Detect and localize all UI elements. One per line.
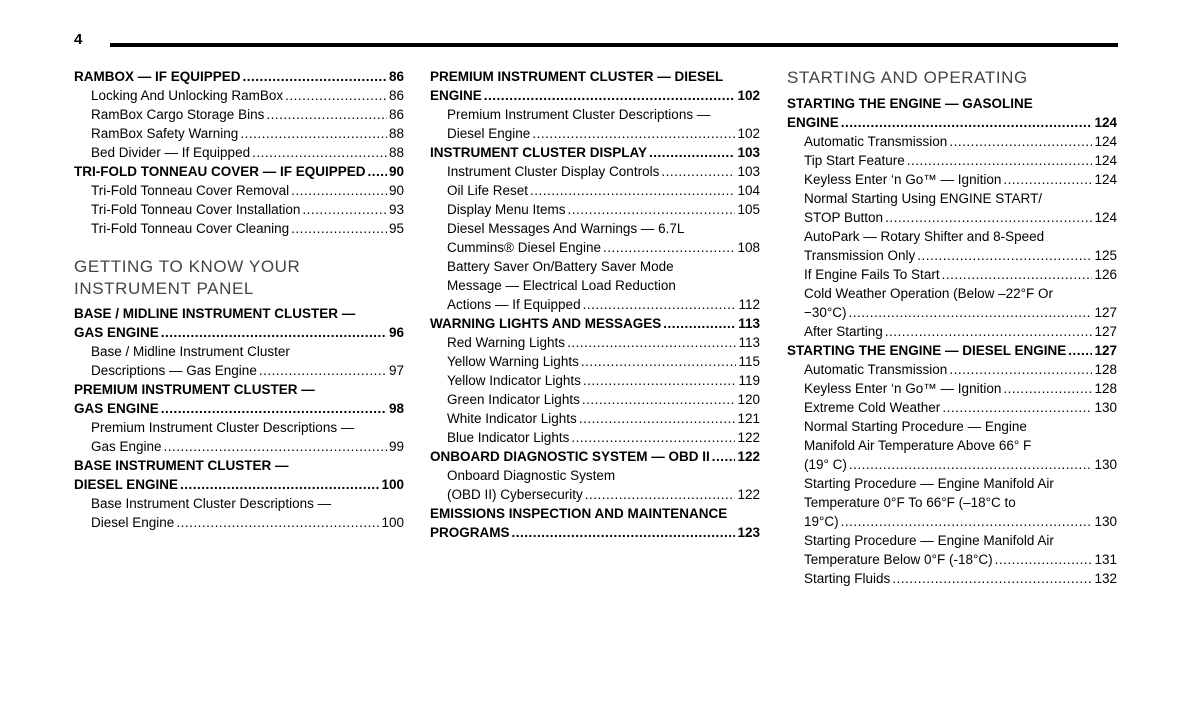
toc-entry-starting-diesel[interactable] <box>787 341 1117 360</box>
leader-dots <box>266 105 387 124</box>
entry-title: Yellow Indicator Lights <box>447 373 581 388</box>
leader-dots <box>530 181 735 200</box>
page-ref: 128 <box>1094 362 1117 377</box>
entry-title: Red Warning Lights <box>447 335 566 350</box>
entry-title: Tri-Fold Tonneau Cover Cleaning <box>91 221 290 236</box>
entry-title: Display Menu Items <box>447 202 566 217</box>
leader-dots <box>285 86 387 105</box>
toc-entry-keyless-ignition[interactable] <box>787 170 1117 189</box>
toc-entry-tip-start[interactable] <box>787 151 1117 170</box>
entry-title: Green Indicator Lights <box>447 392 580 407</box>
leader-dots <box>585 485 736 504</box>
toc-entry-obd[interactable] <box>430 447 760 466</box>
entry-title-line: Cold Weather Operation (Below –22°F Or <box>804 286 1054 301</box>
page-ref: 86 <box>388 69 404 84</box>
leader-dots <box>892 569 1092 588</box>
page-ref: 123 <box>737 525 760 540</box>
page-ref: 102 <box>737 88 760 103</box>
toc-entry-bed-divider[interactable] <box>74 143 404 162</box>
header-rule <box>110 43 1118 47</box>
page-ref: 127 <box>1094 343 1117 358</box>
leader-dots <box>885 208 1092 227</box>
entry-title-line: Premium Instrument Cluster Descriptions — <box>447 107 711 122</box>
toc-entry-cargo-bins[interactable] <box>74 105 404 124</box>
toc-entry-cluster-display[interactable] <box>430 143 760 162</box>
leader-dots <box>661 162 735 181</box>
section-heading-instrument-panel <box>74 256 404 300</box>
leader-dots <box>291 219 387 238</box>
toc-entry-emissions[interactable] <box>430 504 760 542</box>
leader-dots <box>484 86 736 105</box>
page-ref: 122 <box>737 487 760 502</box>
entry-title: (19° C) <box>804 457 847 472</box>
page-ref: 124 <box>1094 115 1117 130</box>
leader-dots <box>583 295 737 314</box>
leader-dots <box>1003 379 1092 398</box>
entry-title: INSTRUMENT CLUSTER DISPLAY <box>430 145 648 160</box>
leader-dots <box>841 113 1093 132</box>
page-ref: 121 <box>737 411 760 426</box>
page-ref: 95 <box>388 221 404 236</box>
leader-dots <box>603 238 735 257</box>
leader-dots <box>161 399 387 418</box>
page-ref: 130 <box>1094 514 1117 529</box>
page-ref: 127 <box>1094 305 1117 320</box>
leader-dots <box>302 200 387 219</box>
page-ref: 126 <box>1094 267 1117 282</box>
entry-title: WARNING LIGHTS AND MESSAGES <box>430 316 662 331</box>
toc-entry-rambox[interactable] <box>74 67 404 86</box>
entry-title: GAS ENGINE <box>74 325 159 340</box>
page-ref: 103 <box>737 145 760 160</box>
toc-entry-premium-gas[interactable] <box>74 380 404 418</box>
leader-dots <box>259 361 387 380</box>
page-ref: 93 <box>388 202 404 217</box>
entry-title: Transmission Only <box>804 248 916 263</box>
toc-entry-normal-starting[interactable] <box>787 189 1117 227</box>
entry-title: GAS ENGINE <box>74 401 159 416</box>
leader-dots <box>252 143 387 162</box>
toc-entry-starting-fluids[interactable] <box>787 569 1117 588</box>
page-ref: 98 <box>388 401 404 416</box>
leader-dots <box>583 371 737 390</box>
toc-entry-tonneau[interactable] <box>74 162 404 181</box>
entry-title-line: Message — Electrical Load Reduction <box>447 278 676 293</box>
entry-title: Extreme Cold Weather <box>804 400 941 415</box>
toc-entry-rambox-safety[interactable] <box>74 124 404 143</box>
entry-title: Diesel Engine <box>91 515 175 530</box>
toc-entry-oil-life[interactable] <box>430 181 760 200</box>
entry-title: Blue Indicator Lights <box>447 430 570 445</box>
page-ref: 131 <box>1094 552 1117 567</box>
leader-dots <box>949 132 1092 151</box>
toc-entry-blue-indicator[interactable] <box>430 428 760 447</box>
entry-title: DIESEL ENGINE <box>74 477 179 492</box>
toc-entry-midline-descriptions[interactable] <box>74 342 404 380</box>
entry-title: Locking And Unlocking RamBox <box>91 88 284 103</box>
section-heading-line: GETTING TO KNOW YOUR <box>74 257 301 276</box>
toc-entry-display-controls[interactable] <box>430 162 760 181</box>
page-ref: 124 <box>1094 210 1117 225</box>
page-ref: 105 <box>737 202 760 217</box>
leader-dots <box>1068 341 1092 360</box>
leader-dots <box>849 303 1093 322</box>
entry-title-line: BASE INSTRUMENT CLUSTER — <box>74 458 289 473</box>
toc-entry-premium-gas-descriptions[interactable] <box>74 418 404 456</box>
page-ref: 102 <box>737 126 760 141</box>
leader-dots <box>917 246 1092 265</box>
entry-title: ENGINE <box>787 115 839 130</box>
entry-title-line: Normal Starting Using ENGINE START/ <box>804 191 1043 206</box>
page-ref: 112 <box>738 297 760 312</box>
leader-dots <box>849 455 1093 474</box>
toc-entry-yellow-warning[interactable] <box>430 352 760 371</box>
entry-title: Temperature Below 0°F (-18°C) <box>804 552 993 567</box>
entry-title-line: Starting Procedure — Engine Manifold Air <box>804 533 1054 548</box>
page-ref: 103 <box>737 164 760 179</box>
leader-dots <box>582 390 736 409</box>
toc-entry-display-menu[interactable] <box>430 200 760 219</box>
page-ref: 97 <box>388 363 404 378</box>
toc-column-1 <box>74 67 404 532</box>
leader-dots <box>180 475 379 494</box>
page-ref: 88 <box>388 126 404 141</box>
entry-title: Diesel Engine <box>447 126 531 141</box>
entry-title-line: Diesel Messages And Warnings — 6.7L <box>447 221 685 236</box>
leader-dots <box>1003 170 1092 189</box>
entry-title-line: Starting Procedure — Engine Manifold Air <box>804 476 1054 491</box>
toc-entry-midline-cluster[interactable] <box>74 304 404 342</box>
page-ref: 113 <box>738 335 760 350</box>
leader-dots <box>512 523 736 542</box>
toc-column-3 <box>787 67 1117 588</box>
leader-dots <box>942 265 1093 284</box>
toc-entry-base-diesel-descriptions[interactable] <box>74 494 404 532</box>
entry-title: After Starting <box>804 324 883 339</box>
leader-dots <box>841 512 1093 531</box>
leader-dots <box>243 67 387 86</box>
entry-title: Oil Life Reset <box>447 183 529 198</box>
toc-entry-diesel-automatic-transmission[interactable] <box>787 360 1117 379</box>
entry-title: Gas Engine <box>91 439 162 454</box>
entry-title: Descriptions — Gas Engine <box>91 363 257 378</box>
leader-dots <box>581 352 737 371</box>
page-ref: 122 <box>737 449 760 464</box>
toc-entry-after-starting[interactable] <box>787 322 1117 341</box>
page-ref: 99 <box>388 439 404 454</box>
entry-title: RamBox Safety Warning <box>91 126 239 141</box>
toc-entry-extreme-cold[interactable] <box>787 398 1117 417</box>
entry-title: Automatic Transmission <box>804 362 948 377</box>
leader-dots <box>568 200 736 219</box>
toc-entry-obd-cybersecurity[interactable] <box>430 466 760 504</box>
entry-title-line: AutoPark — Rotary Shifter and 8-Speed <box>804 229 1045 244</box>
page-ref: 90 <box>388 164 404 179</box>
page-ref: 90 <box>388 183 404 198</box>
page-ref: 127 <box>1094 324 1117 339</box>
leader-dots <box>291 181 387 200</box>
entry-title-line: Onboard Diagnostic System <box>447 468 616 483</box>
toc-entry-premium-diesel[interactable] <box>430 67 760 105</box>
toc-entry-green-indicator[interactable] <box>430 390 760 409</box>
entry-title: Keyless Enter ‘n Go™ — Ignition <box>804 172 1002 187</box>
leader-dots <box>161 323 387 342</box>
leader-dots <box>885 322 1093 341</box>
toc-entry-procedure-below-0[interactable] <box>787 531 1117 569</box>
entry-title: Starting Fluids <box>804 571 891 586</box>
entry-title: ONBOARD DIAGNOSTIC SYSTEM — OBD II <box>430 449 710 464</box>
page-ref: 88 <box>388 145 404 160</box>
entry-title: ENGINE <box>430 88 482 103</box>
page-ref: 130 <box>1094 400 1117 415</box>
toc-entry-warning-lights[interactable] <box>430 314 760 333</box>
entry-title: 19°C) <box>804 514 839 529</box>
leader-dots <box>649 143 735 162</box>
leader-dots <box>995 550 1093 569</box>
page-ref: 100 <box>381 477 404 492</box>
entry-title: Automatic Transmission <box>804 134 948 149</box>
toc-entry-yellow-indicator[interactable] <box>430 371 760 390</box>
page-ref: 125 <box>1094 248 1117 263</box>
leader-dots <box>240 124 387 143</box>
entry-title: Tip Start Feature <box>804 153 905 168</box>
entry-title: Bed Divider — If Equipped <box>91 145 251 160</box>
entry-title: TRI-FOLD TONNEAU COVER — IF EQUIPPED <box>74 164 366 179</box>
leader-dots <box>949 360 1092 379</box>
page-ref: 124 <box>1094 153 1117 168</box>
entry-title-line: Temperature 0°F To 66°F (–18°C to <box>804 495 1016 510</box>
entry-title-line: PREMIUM INSTRUMENT CLUSTER — DIESEL <box>430 69 724 84</box>
entry-title: Keyless Enter ‘n Go™ — Ignition <box>804 381 1002 396</box>
page-ref: 130 <box>1094 457 1117 472</box>
page-ref: 124 <box>1094 134 1117 149</box>
toc-entry-diesel-messages[interactable] <box>430 219 760 257</box>
toc-entry-starting-gasoline[interactable] <box>787 94 1117 132</box>
entry-title-line: BASE / MIDLINE INSTRUMENT CLUSTER — <box>74 306 356 321</box>
leader-dots <box>571 428 735 447</box>
toc-entry-red-warning[interactable] <box>430 333 760 352</box>
page-ref: 100 <box>381 515 404 530</box>
toc-entry-tonneau-removal[interactable] <box>74 181 404 200</box>
leader-dots <box>579 409 736 428</box>
leader-dots <box>712 447 736 466</box>
toc-entry-base-diesel[interactable] <box>74 456 404 494</box>
entry-title: If Engine Fails To Start <box>804 267 940 282</box>
entry-title: Yellow Warning Lights <box>447 354 579 369</box>
toc-entry-tonneau-install[interactable] <box>74 200 404 219</box>
page-ref: 108 <box>737 240 760 255</box>
entry-title-line: Normal Starting Procedure — Engine <box>804 419 1027 434</box>
entry-title: STOP Button <box>804 210 884 225</box>
toc-entry-premium-diesel-descriptions[interactable] <box>430 105 760 143</box>
toc-entry-autopark[interactable] <box>787 227 1117 265</box>
entry-title-line: Base / Midline Instrument Cluster <box>91 344 290 359</box>
section-heading-line: INSTRUMENT PANEL <box>74 279 254 298</box>
page-number: 4 <box>74 31 83 48</box>
toc-column-2 <box>430 67 760 542</box>
toc-entry-procedure-0-to-66[interactable] <box>787 474 1117 531</box>
entry-title-line: Premium Instrument Cluster Descriptions — <box>91 420 355 435</box>
entry-title: Tri-Fold Tonneau Cover Installation <box>91 202 301 217</box>
leader-dots <box>567 333 736 352</box>
page-ref: 132 <box>1094 571 1117 586</box>
page-ref: 96 <box>388 325 404 340</box>
page-ref: 128 <box>1094 381 1117 396</box>
entry-title: (OBD II) Cybersecurity <box>447 487 583 502</box>
entry-title: Actions — If Equipped <box>447 297 581 312</box>
toc-entry-diesel-keyless-ignition[interactable] <box>787 379 1117 398</box>
entry-title: PROGRAMS <box>430 525 510 540</box>
entry-title-line: Battery Saver On/Battery Saver Mode <box>447 259 674 274</box>
toc-entry-white-indicator[interactable] <box>430 409 760 428</box>
entry-title-line: Base Instrument Cluster Descriptions — <box>91 496 332 511</box>
page-ref: 122 <box>737 430 760 445</box>
toc-entry-automatic-transmission[interactable] <box>787 132 1117 151</box>
toc-entry-battery-saver[interactable] <box>430 257 760 314</box>
entry-title: Cummins® Diesel Engine <box>447 240 602 255</box>
entry-title: RamBox Cargo Storage Bins <box>91 107 265 122</box>
leader-dots <box>532 124 735 143</box>
page-ref: 113 <box>738 316 760 331</box>
leader-dots <box>663 314 736 333</box>
page-ref: 104 <box>737 183 760 198</box>
entry-title: −30°C) <box>804 305 847 320</box>
entry-title-line: EMISSIONS INSPECTION AND MAINTENANCE <box>430 506 728 521</box>
toc-entry-engine-fails[interactable] <box>787 265 1117 284</box>
page-ref: 86 <box>388 88 404 103</box>
page-ref: 115 <box>738 354 760 369</box>
toc-entry-tonneau-cleaning[interactable] <box>74 219 404 238</box>
toc-entry-cold-weather[interactable] <box>787 284 1117 322</box>
leader-dots <box>907 151 1093 170</box>
entry-title: STARTING THE ENGINE — DIESEL ENGINE <box>787 343 1067 358</box>
section-heading-starting: STARTING AND OPERATING <box>787 68 1028 87</box>
page-ref: 119 <box>738 373 760 388</box>
entry-title: Tri-Fold Tonneau Cover Removal <box>91 183 290 198</box>
toc-entry-locking-rambox[interactable] <box>74 86 404 105</box>
toc-entry-normal-procedure[interactable] <box>787 417 1117 474</box>
entry-title-line: PREMIUM INSTRUMENT CLUSTER — <box>74 382 315 397</box>
leader-dots <box>368 162 387 181</box>
entry-title-line: STARTING THE ENGINE — GASOLINE <box>787 96 1033 111</box>
leader-dots <box>942 398 1092 417</box>
page-ref: 124 <box>1094 172 1117 187</box>
page-ref: 86 <box>388 107 404 122</box>
entry-title: White Indicator Lights <box>447 411 577 426</box>
leader-dots <box>164 437 387 456</box>
entry-title-line: Manifold Air Temperature Above 66° F <box>804 438 1032 453</box>
entry-title: Instrument Cluster Display Controls <box>447 164 660 179</box>
leader-dots <box>176 513 379 532</box>
entry-title: RAMBOX — IF EQUIPPED <box>74 69 241 84</box>
page-ref: 120 <box>737 392 760 407</box>
